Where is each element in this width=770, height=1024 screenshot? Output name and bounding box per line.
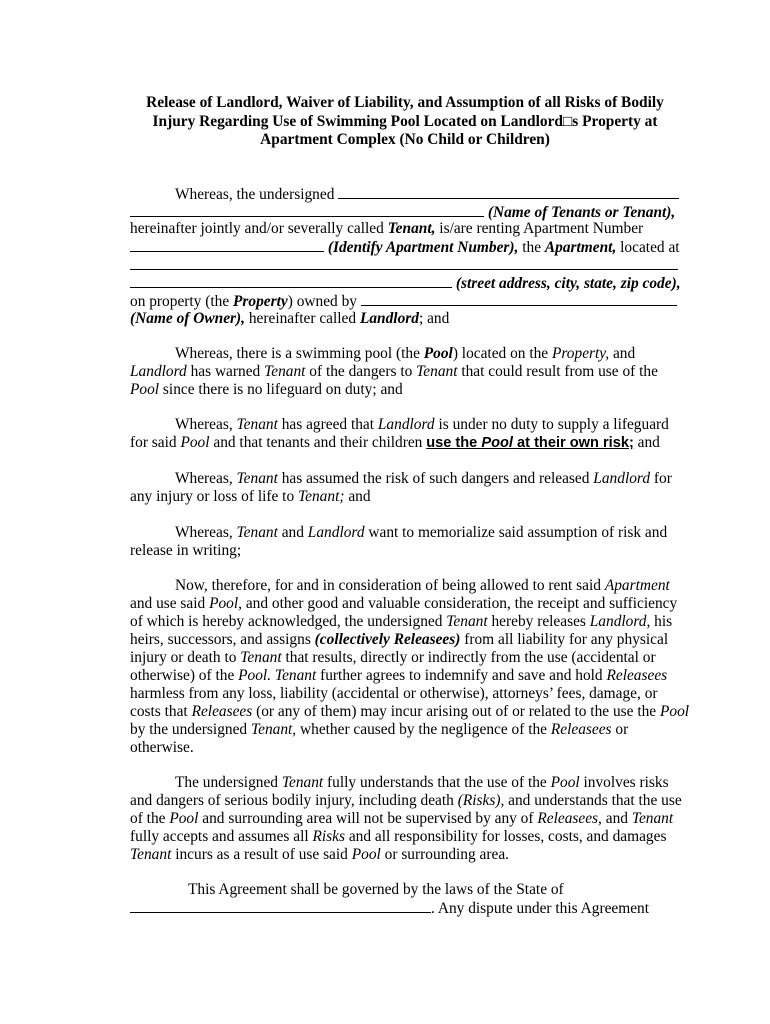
p6-line-2: and use said Pool, and other good and valuable consideration, the receipt and sufficiency	[130, 595, 678, 612]
p2-line-1: Whereas, there is a swimming pool (the Pool) located on the Property, and	[175, 345, 636, 362]
title-line-2: Injury Regarding Use of Swimming Pool Located on Landlord□s Property at	[152, 112, 658, 130]
address-blank[interactable]	[130, 256, 678, 270]
p1-line-4: (Identify Apartment Number), the Apartment, located at	[130, 238, 680, 257]
p6-line-10: otherwise.	[130, 739, 194, 756]
p7-line-3: of the Pool and surrounding area will not be supervised by any of Releasees, and Tenant	[130, 810, 674, 827]
address-blank-2[interactable]	[130, 274, 452, 288]
p1-line-8: (Name of Owner), hereinafter called Landlord; and	[130, 310, 450, 327]
state-blank[interactable]	[130, 899, 431, 913]
apartment-number-blank[interactable]	[130, 238, 324, 252]
p2-line-3: Pool since there is no lifeguard on duty; and	[130, 381, 403, 398]
tenant-name-blank[interactable]	[338, 185, 679, 199]
p7-line-2: and dangers of serious bodily injury, including death (Risks), and understands that the use	[130, 792, 682, 809]
p7-line-1: The undersigned Tenant fully understands that the use of the Pool involves risks	[175, 774, 669, 791]
p3-line-1: Whereas, Tenant has agreed that Landlord is under no duty to supply a lifeguard	[175, 416, 669, 433]
p6-line-5: injury or death to Tenant that results, directly or indirectly from the use (accidental or	[130, 649, 656, 666]
p1-line-6: (street address, city, state, zip code),	[130, 274, 681, 293]
p7-line-4: fully accepts and assumes all Risks and all responsibility for losses, costs, and damages	[130, 828, 667, 845]
p1-line-2: (Name of Tenants or Tenant),	[130, 203, 675, 222]
p1-line-1: Whereas, the undersigned	[175, 185, 679, 204]
p6-line-9: by the undersigned Tenant, whether caused by the negligence of the Releasees or	[130, 721, 629, 738]
p7-line-5: Tenant incurs as a result of use said Pool or surrounding area.	[130, 846, 510, 863]
p5-line-2: release in writing;	[130, 542, 242, 559]
p2-line-2: Landlord has warned Tenant of the dangers to Tenant that could result from use of the	[130, 363, 658, 380]
p6-line-1: Now, therefore, for and in consideration of being allowed to rent said Apartment	[175, 577, 670, 594]
document-title	[110, 94, 700, 150]
p4-line-1: Whereas, Tenant has assumed the risk of such dangers and released Landlord for	[175, 470, 672, 487]
p6-line-7: harmless from any loss, liability (accidental or otherwise), attorneys’ fees, damage, or	[130, 685, 658, 702]
title-line-3: Apartment Complex (No Child or Children)	[260, 131, 550, 148]
tenant-name-blank-2[interactable]	[130, 203, 484, 217]
p1-line-5	[130, 256, 678, 275]
own-risk-emphasis: use the Pool at their own risk;	[426, 435, 634, 451]
p3-line-2: for said Pool and that tenants and their children use the Pool at their own risk; and	[130, 434, 660, 451]
p6-line-8: costs that Releasees (or any of them) may incur arising out of or related to the use the Pool	[130, 703, 690, 720]
p6-line-4: heirs, successors, and assigns (collectively Releasees) from all liability for any physical	[130, 631, 669, 648]
p5-line-1: Whereas, Tenant and Landlord want to memorialize said assumption of risk and	[175, 524, 668, 541]
p6-line-3: of which is hereby acknowledged, the undersigned Tenant hereby releases Landlord, his	[130, 613, 673, 630]
p1-line-7: on property (the Property) owned by	[130, 292, 677, 311]
p6-line-6: otherwise) of the Pool. Tenant further agrees to indemnify and save and hold Releasees	[130, 667, 668, 684]
title-line-1: Release of Landlord, Waiver of Liability, and Assumption of all Risks of Bodily	[146, 94, 664, 111]
p1-line-3: hereinafter jointly and/or severally called Tenant, is/are renting Apartment Number	[130, 220, 644, 237]
p4-line-2: any injury or loss of life to Tenant; and	[130, 488, 371, 505]
p8-line-1: This Agreement shall be governed by the laws of the State of	[188, 881, 564, 898]
owner-name-blank[interactable]	[361, 292, 677, 306]
p8-line-2: . Any dispute under this Agreement	[130, 899, 649, 918]
